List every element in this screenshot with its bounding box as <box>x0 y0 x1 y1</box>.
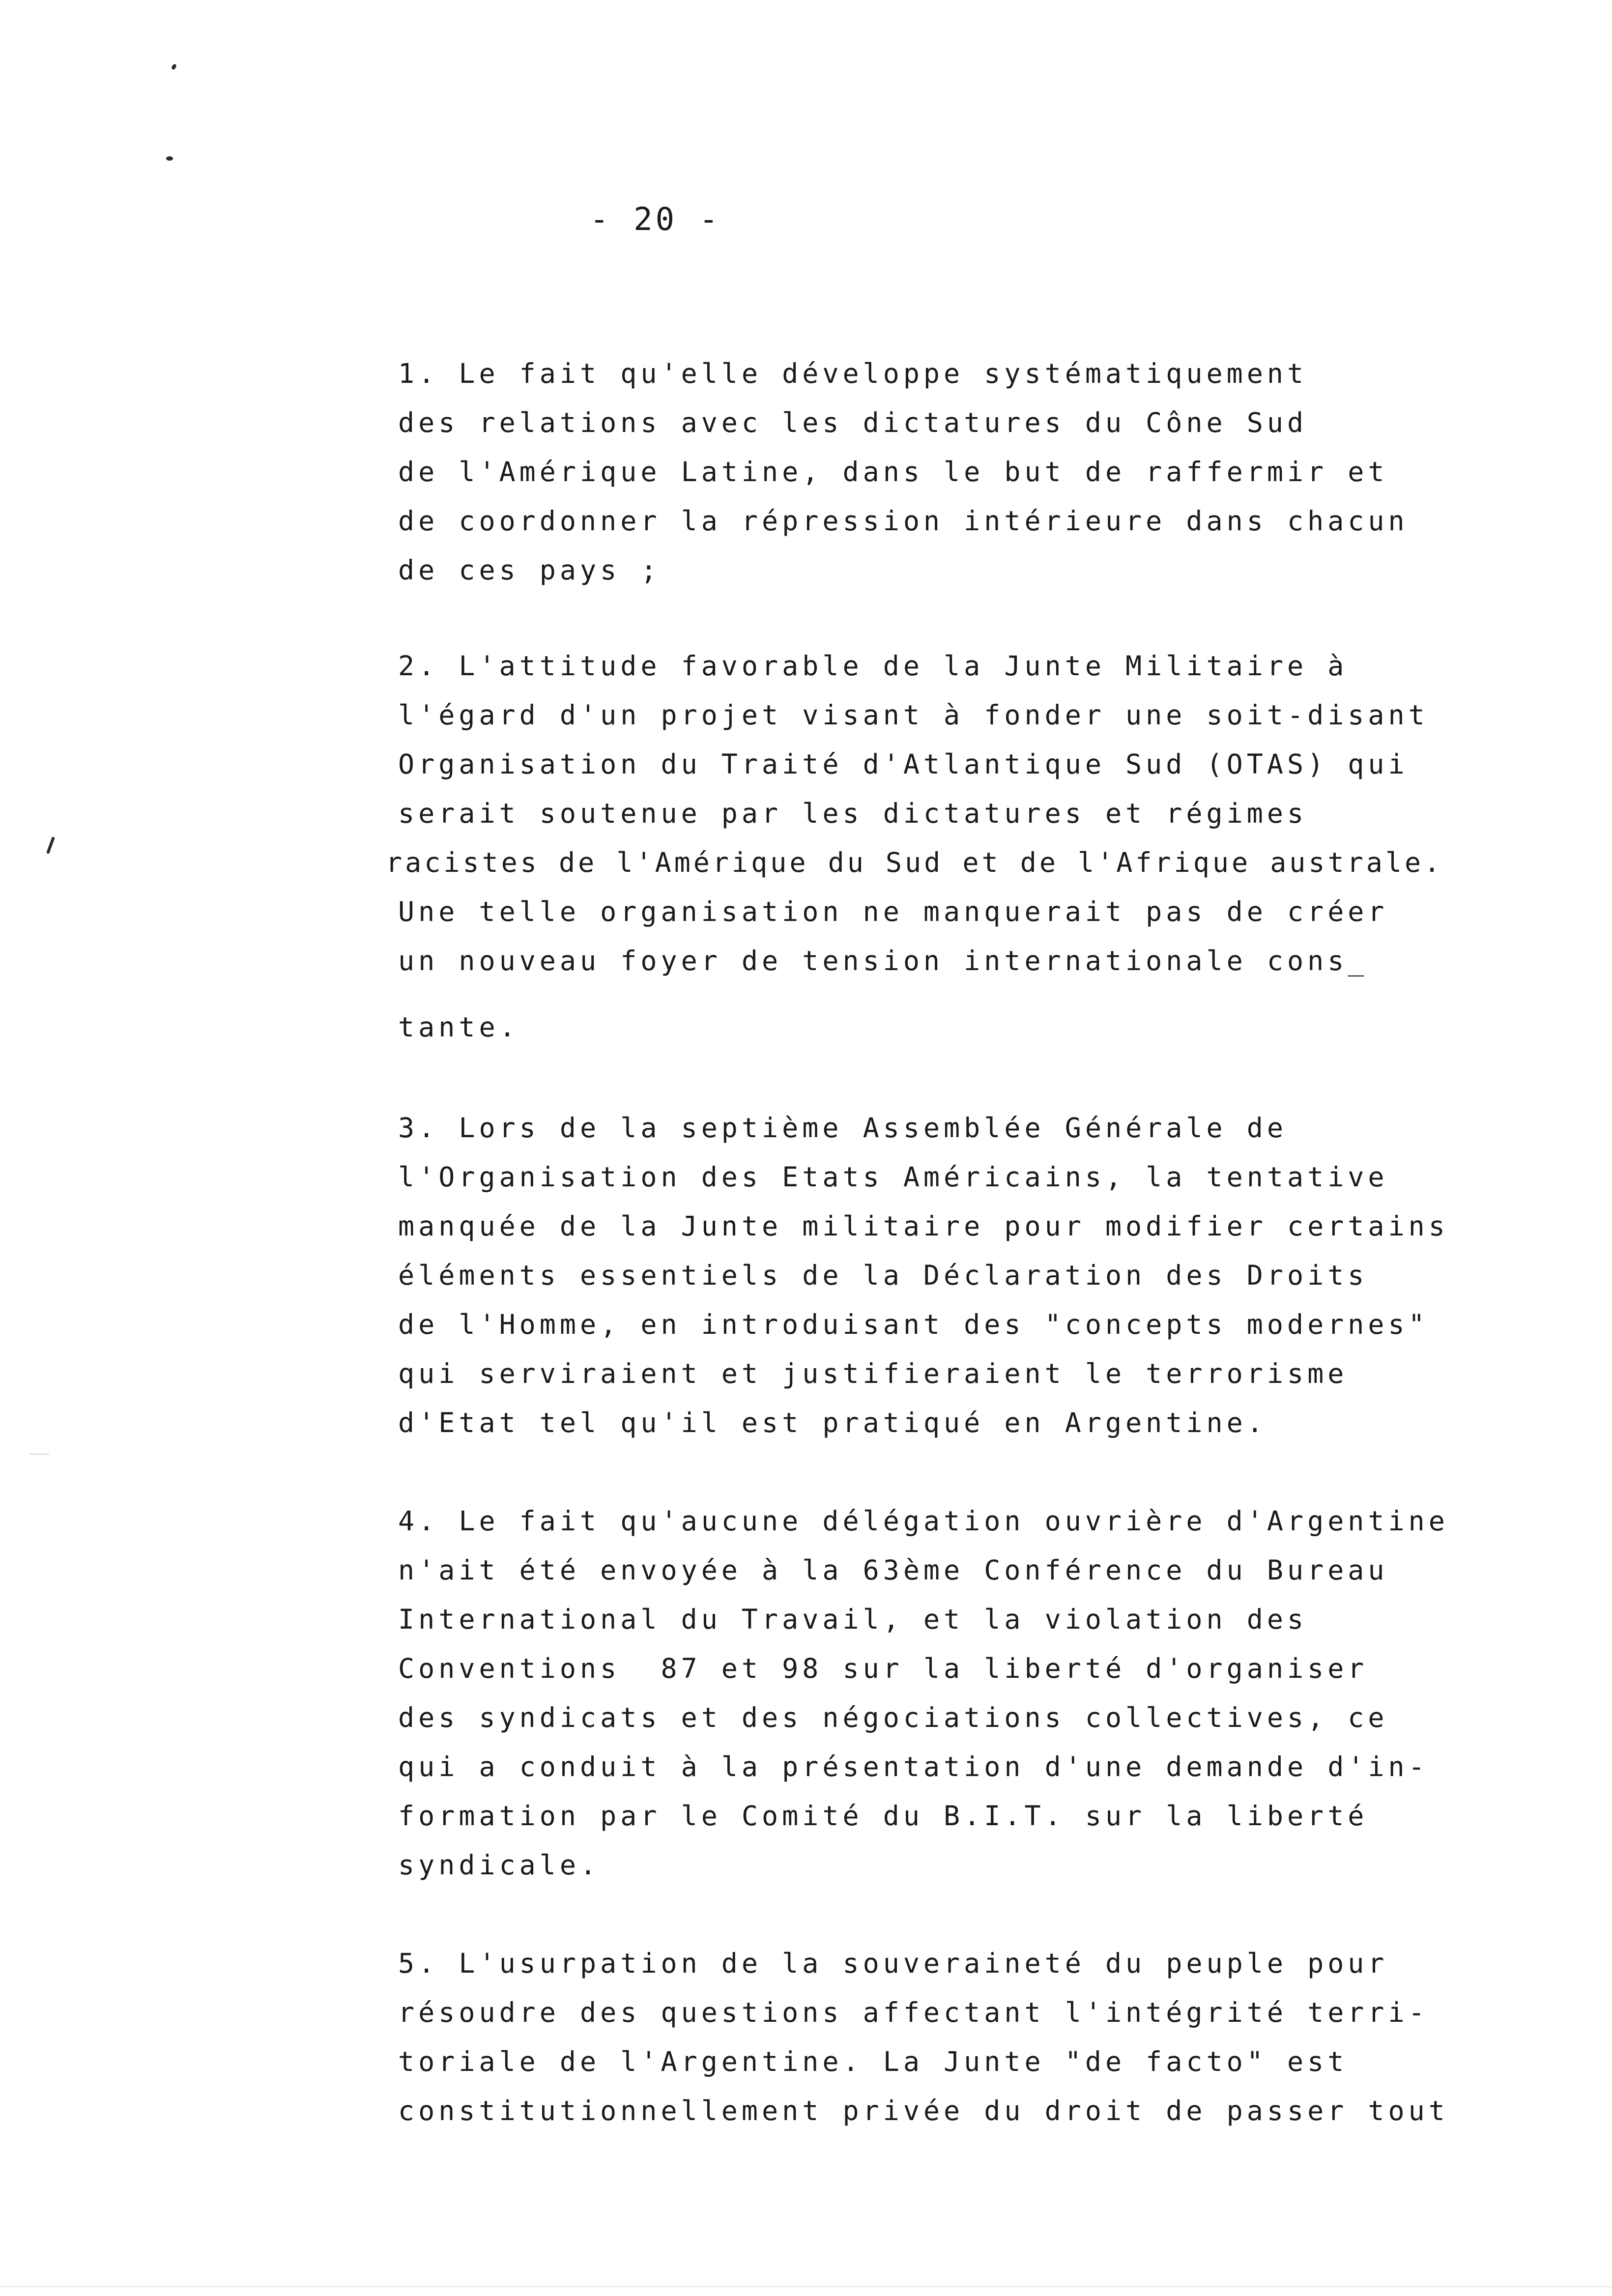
text-line: qui serviraient et justifieraient le terrorisme <box>398 1358 1348 1389</box>
text-line: l'égard d'un projet visant à fonder une soit-disant <box>398 699 1429 731</box>
text-line: un nouveau foyer de tension internationale cons_ <box>398 945 1368 976</box>
scan-mark <box>171 63 177 70</box>
text-line: Une telle organisation ne manquerait pas de créer <box>398 896 1388 927</box>
text-line: toriale de l'Argentine. La Junte "de facto" est <box>398 2046 1348 2077</box>
text-line: de l'Amérique Latine, dans le but de raffermir et <box>398 456 1388 488</box>
text-line: syndicale. <box>398 1849 601 1881</box>
margin-bracket-mark <box>46 836 55 854</box>
text-line: 2. L'attitude favorable de la Junte Militaire à <box>398 650 1348 682</box>
text-line: éléments essentiels de la Déclaration des Droits <box>398 1260 1368 1291</box>
text-line: résoudre des questions affectant l'intégrité terri- <box>398 1997 1429 2028</box>
text-line: serait soutenue par les dictatures et régimes <box>398 798 1308 829</box>
text-line: racistes de l'Amérique du Sud et de l'Afrique australe. <box>386 847 1443 878</box>
scan-line <box>29 1454 49 1455</box>
text-line: Organisation du Traité d'Atlantique Sud (OTAS) qui <box>398 748 1409 780</box>
text-line: qui a conduit à la présentation d'une demande d'in- <box>398 1751 1429 1782</box>
text-line: de coordonner la répression intérieure dans chacun <box>398 505 1409 537</box>
text-line: des syndicats et des négociations collectives, ce <box>398 1702 1388 1733</box>
text-line: Conventions 87 et 98 sur la liberté d'organiser <box>398 1653 1368 1684</box>
text-line: formation par le Comité du B.I.T. sur la liberté <box>398 1800 1368 1832</box>
text-line: 3. Lors de la septième Assemblée Générale de <box>398 1112 1287 1144</box>
text-line: 1. Le fait qu'elle développe systématiquement <box>398 358 1308 389</box>
text-line: n'ait été envoyée à la 63ème Conférence du Bureau <box>398 1554 1388 1586</box>
page-number: - 20 - <box>590 201 721 238</box>
text-line: de l'Homme, en introduisant des "concepts modernes" <box>398 1309 1429 1340</box>
text-line: constitutionnellement privée du droit de passer tout <box>398 2095 1449 2126</box>
scan-line <box>0 2286 1612 2287</box>
text-line: manquée de la Junte militaire pour modifier certains <box>398 1210 1449 1242</box>
text-line: International du Travail, et la violation des <box>398 1604 1308 1635</box>
text-line: 5. L'usurpation de la souveraineté du peuple pour <box>398 1948 1388 1979</box>
text-line: des relations avec les dictatures du Cône Sud <box>398 407 1308 438</box>
text-line: de ces pays ; <box>398 554 661 586</box>
text-line: tante. <box>398 1011 519 1043</box>
text-line: d'Etat tel qu'il est pratiqué en Argentine. <box>398 1407 1267 1438</box>
text-line: l'Organisation des Etats Américains, la tentative <box>398 1161 1388 1193</box>
text-line: 4. Le fait qu'aucune délégation ouvrière d'Argentine <box>398 1505 1449 1537</box>
scan-mark <box>166 156 173 161</box>
